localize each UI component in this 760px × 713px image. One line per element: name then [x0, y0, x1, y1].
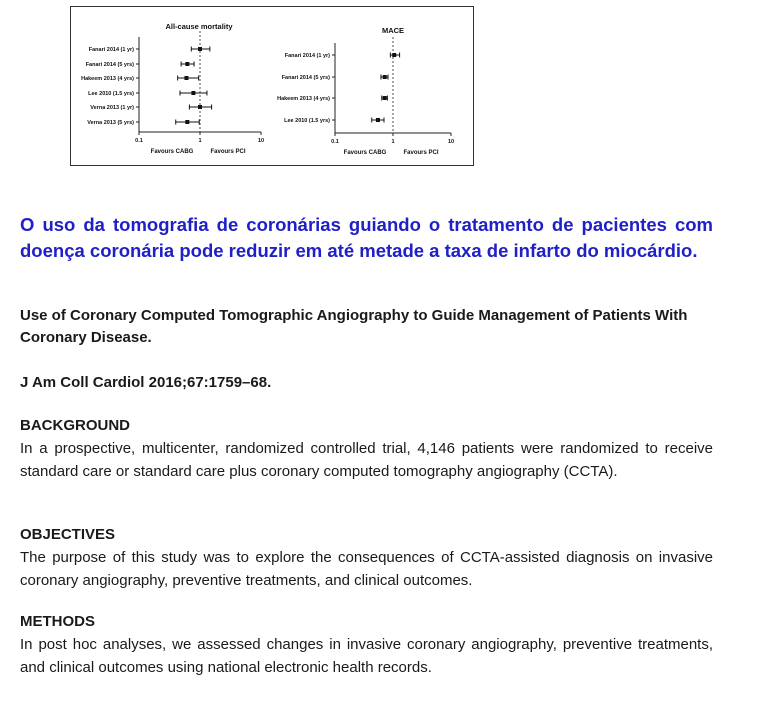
methods-section — [20, 611, 713, 679]
left-point-estimate — [198, 47, 202, 51]
right-x-tick-label: 10 — [447, 139, 455, 145]
objectives-text: The purpose of this study was to explore the consequences of CCTA-assisted diagnosis on invasive coronary angiography, preventive treatments, and clinical outcomes. — [20, 549, 713, 589]
left-study-label: Fanari 2014 (5 yrs) — [85, 62, 134, 68]
left-favours-pci-label: Favours PCI — [210, 149, 246, 155]
left-study-label: Hakeem 2013 (4 yrs) — [81, 76, 134, 82]
right-point-estimate — [383, 75, 387, 79]
background-text: In a prospective, multicenter, randomized controlled trial, 4,146 patients were randomized to receive standard care or standard care plus coronary computed tomography angiography (CCTA). — [20, 440, 713, 480]
right-study-label: Fanari 2014 (5 yrs) — [281, 75, 330, 81]
right-panel-title: MACE — [381, 26, 405, 35]
left-study-label: Fanari 2014 (1 yr) — [88, 47, 134, 53]
background-section — [20, 415, 713, 483]
left-point-estimate — [184, 76, 188, 80]
right-favours-pci-label: Favours PCI — [403, 150, 439, 156]
left-x-tick-label: 1 — [198, 138, 202, 144]
objectives-section — [20, 524, 713, 592]
right-x-tick-label: 0.1 — [331, 139, 339, 145]
right-study-label: Hakeem 2013 (4 yrs) — [277, 96, 330, 102]
left-study-label: Verna 2013 (1 yr) — [90, 105, 134, 111]
citation: J Am Coll Cardiol 2016;67:1759–68. — [20, 374, 272, 391]
left-study-label: Lee 2010 (1.5 yrs) — [88, 91, 134, 97]
left-point-estimate — [185, 62, 189, 66]
forest-plot-svg — [71, 7, 473, 165]
left-study-label: Verna 2013 (5 yrs) — [87, 120, 134, 126]
right-study-label: Lee 2010 (1.5 yrs) — [284, 118, 330, 124]
right-point-estimate — [383, 96, 387, 100]
background-heading: BACKGROUND — [20, 417, 130, 434]
right-study-label: Fanari 2014 (1 yr) — [284, 53, 330, 59]
right-favours-cabg-label: Favours CABG — [343, 150, 387, 156]
left-point-estimate — [185, 120, 189, 124]
left-panel-title: All-cause mortality — [165, 22, 233, 31]
left-point-estimate — [198, 105, 202, 109]
right-x-tick-label: 1 — [391, 139, 395, 145]
headline: O uso da tomografia de coronárias guiando o tratamento de pacientes com doença coronária pode reduzir em até metade a taxa de infarto do miocárdio. — [20, 214, 713, 261]
left-point-estimate — [191, 91, 195, 95]
forest-plot-figure — [70, 6, 474, 166]
methods-text: In post hoc analyses, we assessed changes in invasive coronary angiography, preventive treatments, and clinical outcomes using national electronic health records. — [20, 636, 713, 676]
article-title: Use of Coronary Computed Tomographic Angiography to Guide Management of Patients With Coronary Disease. — [20, 307, 688, 346]
left-x-tick-label: 10 — [257, 138, 265, 144]
methods-heading: METHODS — [20, 613, 95, 630]
left-favours-cabg-label: Favours CABG — [150, 149, 194, 155]
right-point-estimate — [376, 118, 380, 122]
left-x-tick-label: 0.1 — [135, 138, 143, 144]
right-point-estimate — [392, 53, 396, 57]
objectives-heading: OBJECTIVES — [20, 526, 116, 543]
